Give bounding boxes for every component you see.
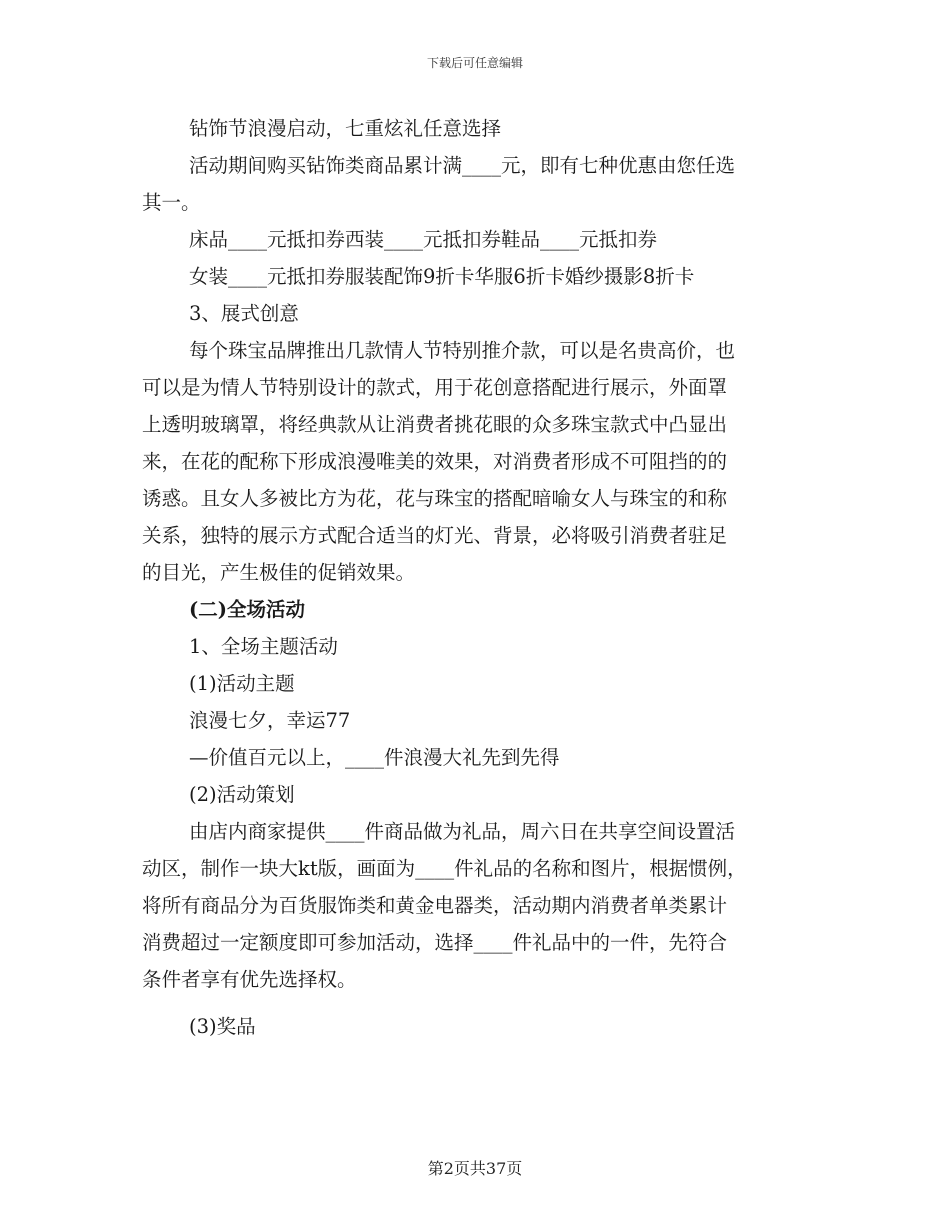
text-line: 消费超过一定额度即可参加活动，选择____件礼品中的一件，先符合 [142, 931, 728, 954]
text-line: 将所有商品分为百货服饰类和黄金电器类，活动期内消费者单类累计 [142, 894, 728, 917]
paragraph-plan-description [142, 813, 812, 998]
text-line: 动区，制作一块大kt版，画面为____件礼品的名称和图片，根据惯例， [142, 857, 747, 880]
heading-theme-activity: 1、全场主题活动 [189, 635, 338, 658]
text-line: 可以是为情人节特别设计的款式，用于花创意搭配进行展示，外面罩 [142, 376, 728, 399]
paragraph-display-description [142, 332, 812, 591]
paragraph-coupons-1: 床品____元抵扣券西装____元抵扣券鞋品____元抵扣券 [189, 228, 658, 251]
heading-activity-theme: (1)活动主题 [189, 672, 295, 695]
paragraph-coupons-2: 女装____元抵扣券服装配饰9折卡华服6折卡婚纱摄影8折卡 [189, 265, 695, 288]
text-line: 由店内商家提供____件商品做为礼品，周六日在共享空间设置活 [189, 820, 736, 843]
paragraph-diamond-festival: 钻饰节浪漫启动，七重炫礼任意选择 [189, 117, 502, 140]
text-line: 诱惑。且女人多被比方为花，花与珠宝的搭配暗喻女人与珠宝的和称 [142, 487, 728, 510]
text-line: 条件者享有优先选择权。 [142, 968, 357, 991]
text-line: 活动期间购买钻饰类商品累计满____元，即有七种优惠由您任选 [189, 154, 736, 177]
text-line: 关系，独特的展示方式配合适当的灯光、背景，必将吸引消费者驻足 [142, 524, 728, 547]
paragraph-purchase-offer [142, 147, 812, 221]
text-line: 上透明玻璃罩，将经典款从让消费者挑花眼的众多珠宝款式中凸显出 [142, 413, 728, 436]
text-line: 其一。 [142, 191, 201, 214]
heading-section-all-store: (二)全场活动 [189, 598, 305, 621]
heading-display-idea: 3、展式创意 [189, 302, 299, 325]
page-header: 下载后可任意编辑 [426, 56, 523, 70]
text-theme-subtitle: —价值百元以上，____件浪漫大礼先到先得 [189, 746, 560, 769]
spacer [142, 998, 812, 1008]
text-theme-title: 浪漫七夕，幸运77 [189, 709, 351, 732]
text-line: 的目光，产生极佳的促销效果。 [142, 561, 416, 584]
text-line: 每个珠宝品牌推出几款情人节特别推介款，可以是名贵高价，也 [189, 339, 736, 362]
heading-activity-plan: (2)活动策划 [189, 783, 295, 806]
document-body [142, 110, 812, 1045]
page-footer: 第2页共37页 [427, 1159, 523, 1178]
heading-prizes: (3)奖品 [189, 1015, 256, 1038]
text-line: 来，在花的配称下形成浪漫唯美的效果，对消费者形成不可阻挡的的 [142, 450, 728, 473]
